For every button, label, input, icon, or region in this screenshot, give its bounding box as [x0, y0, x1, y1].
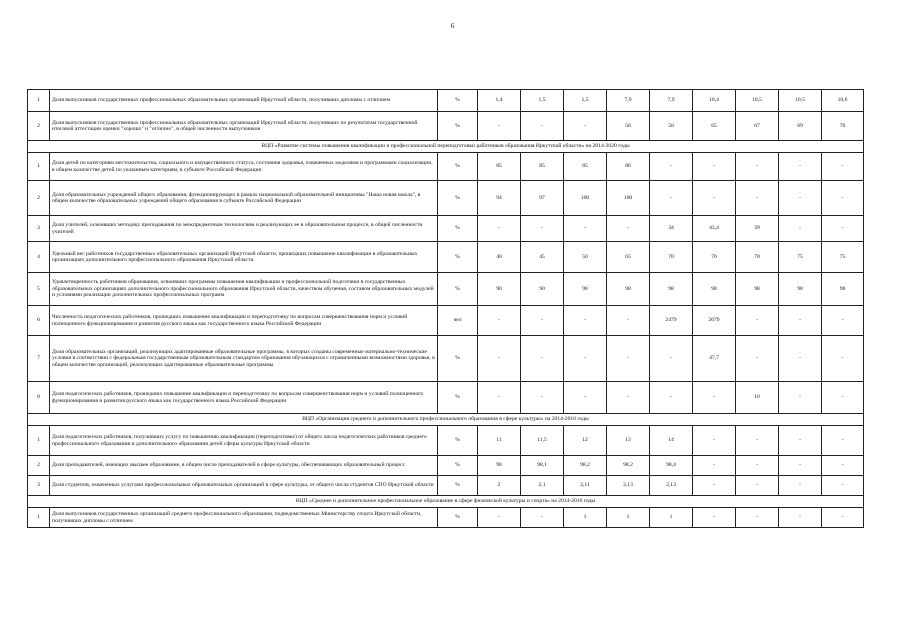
section-row: [28, 414, 864, 426]
value-cell: -: [822, 153, 864, 181]
value-cell: 97: [521, 181, 564, 216]
value-cell: -: [521, 112, 564, 141]
value-cell: 90: [521, 273, 564, 306]
value-cell: -: [822, 181, 864, 216]
table-row: [28, 216, 864, 242]
indicator-name: Удовлетворенность работников образования, освоивших программы повышения квалификации и профессиональной подготовки в государственных образовательных организациях дополнительного профессионального образования Иркутской области, качеством обучения, составом образовательных модулей и условиями реализации дополнительных профессиональных программ: [50, 273, 438, 306]
indicator-name: Численность педагогических работников, прошедших повышение квалификации и переподготовку по вопросам совершенствования норм и условий полноценного функционирования и развития русского языка как государственного языка Российской Федерации: [50, 306, 438, 336]
value-cell: -: [822, 382, 864, 414]
value-cell: 2479: [650, 306, 693, 336]
value-cell: 85: [478, 153, 521, 181]
value-cell: 85: [564, 153, 607, 181]
value-cell: 65: [693, 112, 736, 141]
value-cell: -: [822, 508, 864, 528]
value-cell: -: [521, 336, 564, 382]
table-row: [28, 242, 864, 273]
unit-cell: чел: [438, 306, 478, 336]
value-cell: -: [779, 508, 822, 528]
value-cell: 39: [736, 216, 779, 242]
value-cell: 100: [607, 181, 650, 216]
indicator-name: Доля выпускников государственных профессиональных образовательных организаций Иркутской области, получивших дипломы с отличием: [50, 90, 438, 112]
value-cell: -: [822, 216, 864, 242]
indicator-name: Доля образовательных учреждений общего образования, функционирующих в рамках национальной образовательной инициативы "Наша новая школа", в общем количестве образовательных учреждений общего образования в субъекте Российской Федерации: [50, 181, 438, 216]
row-number: 2: [28, 181, 50, 216]
value-cell: -: [478, 382, 521, 414]
value-cell: -: [779, 336, 822, 382]
value-cell: 10: [736, 382, 779, 414]
indicator-name: Доля педагогических работников, прошедших повышение квалификации и переподготовку по вопросам совершенствования норм и условий полноценного функционирования и развития русского языка как государственного языка Российской Федерации: [50, 382, 438, 414]
value-cell: 98: [650, 273, 693, 306]
value-cell: 98: [822, 273, 864, 306]
value-cell: -: [822, 476, 864, 496]
value-cell: 11,5: [521, 426, 564, 456]
value-cell: 2,13: [650, 476, 693, 496]
value-cell: 70: [650, 242, 693, 273]
value-cell: 1: [650, 508, 693, 528]
table-row: [28, 426, 864, 456]
table-row: [28, 273, 864, 306]
value-cell: -: [478, 306, 521, 336]
value-cell: 86: [607, 153, 650, 181]
table-row: [28, 508, 864, 528]
value-cell: 70: [822, 112, 864, 141]
unit-cell: %: [438, 153, 478, 181]
value-cell: 1,5: [564, 90, 607, 112]
value-cell: 70: [693, 242, 736, 273]
value-cell: 10,6: [822, 90, 864, 112]
value-cell: -: [650, 153, 693, 181]
value-cell: 70: [736, 242, 779, 273]
indicator-name: Доля детей по категориям местожительства, социального и имущественного статуса, состояния здоровья, охваченных моделями и программами социализации, в общем количестве детей по указанным категориям, в субъекте Российской Федерации: [50, 153, 438, 181]
unit-cell: %: [438, 181, 478, 216]
value-cell: -: [650, 336, 693, 382]
value-cell: 1,5: [521, 90, 564, 112]
value-cell: -: [693, 508, 736, 528]
value-cell: -: [822, 336, 864, 382]
row-number: 2: [28, 112, 50, 141]
row-number: 1: [28, 153, 50, 181]
value-cell: -: [478, 112, 521, 141]
section-row: [28, 141, 864, 153]
value-cell: -: [736, 476, 779, 496]
value-cell: -: [736, 153, 779, 181]
indicator-name: Доля образовательных организаций, реализующих адаптированные образовательные программы, в которых созданы современные материально-технические условия в соответствии с федеральным государственным образовательным стандартом образования обучающихся с ограниченными возможностями здоровья, в общем количестве организаций, реализующих адаптированные образовательные программы: [50, 336, 438, 382]
value-cell: -: [779, 456, 822, 476]
value-cell: 40: [478, 242, 521, 273]
value-cell: -: [779, 382, 822, 414]
row-number: 3: [28, 476, 50, 496]
row-number: 1: [28, 508, 50, 528]
row-number: 4: [28, 242, 50, 273]
value-cell: 45: [521, 242, 564, 273]
value-cell: 2679: [693, 306, 736, 336]
value-cell: -: [607, 306, 650, 336]
value-cell: 13: [607, 426, 650, 456]
value-cell: -: [693, 181, 736, 216]
value-cell: -: [736, 306, 779, 336]
unit-cell: %: [438, 273, 478, 306]
indicator-name: Доля педагогических работников, получивших услугу по повышению квалификации (переподготовке) от общего числа педагогических работников среднего профессионального образования и дополнительного образования детей сферы культуры Иркутской области: [50, 426, 438, 456]
table-row: [28, 90, 864, 112]
value-cell: -: [779, 476, 822, 496]
value-cell: 67: [736, 112, 779, 141]
section-title: ВЦП «Развитие системы повышения квалификации и профессиональной переподготовки работников образования Иркутской области» на 2014-2020 годы: [28, 141, 864, 153]
value-cell: 85: [521, 153, 564, 181]
value-cell: 1,4: [478, 90, 521, 112]
table-row: [28, 112, 864, 141]
value-cell: 7,9: [650, 90, 693, 112]
value-cell: -: [779, 153, 822, 181]
value-cell: 2,13: [607, 476, 650, 496]
value-cell: -: [607, 216, 650, 242]
value-cell: -: [607, 336, 650, 382]
value-cell: 98: [478, 456, 521, 476]
page-number: 6: [450, 22, 455, 30]
value-cell: -: [564, 336, 607, 382]
value-cell: 98: [607, 273, 650, 306]
value-cell: 2,11: [564, 476, 607, 496]
table-row: [28, 306, 864, 336]
row-number: 5: [28, 273, 50, 306]
table-row: [28, 336, 864, 382]
value-cell: -: [521, 216, 564, 242]
value-cell: -: [736, 508, 779, 528]
value-cell: 75: [779, 242, 822, 273]
row-number: 3: [28, 216, 50, 242]
value-cell: -: [693, 153, 736, 181]
value-cell: -: [478, 336, 521, 382]
row-number: 7: [28, 336, 50, 382]
value-cell: 90: [478, 273, 521, 306]
indicator-name: Доля выпускников государственных организаций среднего профессионального образования, подведомственных Министерству спорта Иркутской области, получивших дипломы с отличием: [50, 508, 438, 528]
value-cell: -: [779, 306, 822, 336]
value-cell: 1: [564, 508, 607, 528]
unit-cell: %: [438, 112, 478, 141]
unit-cell: %: [438, 476, 478, 496]
value-cell: -: [736, 426, 779, 456]
unit-cell: %: [438, 508, 478, 528]
value-cell: 14: [650, 426, 693, 456]
value-cell: 94: [478, 181, 521, 216]
indicator-name: Доля студентов, охваченных услугами профессиональных образовательных организаций в сфере культуры, от общего числа студентов СПО Иркутской области: [50, 476, 438, 496]
value-cell: 11: [478, 426, 521, 456]
value-cell: 43,4: [693, 216, 736, 242]
value-cell: 47,7: [693, 336, 736, 382]
section-row: [28, 496, 864, 508]
value-cell: 2,1: [521, 476, 564, 496]
row-number: 1: [28, 90, 50, 112]
value-cell: -: [564, 216, 607, 242]
value-cell: 1: [607, 508, 650, 528]
value-cell: -: [564, 382, 607, 414]
unit-cell: %: [438, 426, 478, 456]
value-cell: 98,2: [564, 456, 607, 476]
unit-cell: %: [438, 456, 478, 476]
value-cell: -: [693, 426, 736, 456]
value-cell: -: [736, 456, 779, 476]
indicator-name: Доля выпускников государственных профессиональных образовательных организаций Иркутской области, получивших по результатам государственной итоговой аттестации оценки "хорошо" и "отлично", в общей численности выпускников: [50, 112, 438, 141]
value-cell: -: [736, 336, 779, 382]
indicator-name: Доля преподавателей, имеющих высшее образование, в общем числе преподавателей в сфере культуры, обеспечивающих образовательный процесс: [50, 456, 438, 476]
value-cell: -: [564, 306, 607, 336]
value-cell: 2: [478, 476, 521, 496]
value-cell: -: [478, 216, 521, 242]
value-cell: 10,4: [693, 90, 736, 112]
value-cell: -: [779, 216, 822, 242]
value-cell: 75: [822, 242, 864, 273]
value-cell: 98,4: [650, 456, 693, 476]
indicator-name: Удельный вес работников государственных образовательных организаций Иркутской области, прошедших повышение квалификации в образовательных организациях дополнительного профессионального образования Иркутской области: [50, 242, 438, 273]
value-cell: -: [693, 476, 736, 496]
row-number: 1: [28, 426, 50, 456]
value-cell: -: [822, 426, 864, 456]
value-cell: -: [822, 456, 864, 476]
unit-cell: %: [438, 216, 478, 242]
value-cell: -: [736, 181, 779, 216]
section-title: ВЦП «Среднее и дополнительное профессиональное образование в сфере физической культуры и спорта» на 2014-2016 годы: [28, 496, 864, 508]
indicator-name: Доля учителей, освоивших методику преподавания по межпредметным технологиям и реализующих ее в образовательном процессе, в общей численности учителей: [50, 216, 438, 242]
value-cell: -: [521, 306, 564, 336]
value-cell: 69: [779, 112, 822, 141]
value-cell: -: [521, 382, 564, 414]
value-cell: 12: [564, 426, 607, 456]
unit-cell: %: [438, 382, 478, 414]
value-cell: 10,5: [736, 90, 779, 112]
table-row: [28, 382, 864, 414]
value-cell: -: [693, 382, 736, 414]
value-cell: 98,2: [607, 456, 650, 476]
row-number: 6: [28, 306, 50, 336]
value-cell: -: [779, 181, 822, 216]
value-cell: 7,9: [607, 90, 650, 112]
value-cell: 98,1: [521, 456, 564, 476]
value-cell: -: [650, 181, 693, 216]
value-cell: 98: [736, 273, 779, 306]
value-cell: 10,5: [779, 90, 822, 112]
value-cell: -: [779, 426, 822, 456]
unit-cell: %: [438, 242, 478, 273]
indicators-table: [27, 89, 864, 528]
table-row: [28, 153, 864, 181]
value-cell: 98: [693, 273, 736, 306]
value-cell: 65: [607, 242, 650, 273]
row-number: 2: [28, 456, 50, 476]
value-cell: -: [693, 456, 736, 476]
value-cell: -: [478, 508, 521, 528]
value-cell: -: [564, 112, 607, 141]
section-title: ВЦП «Организация среднего и дополнительного профессионального образования в сфере культуры» на 2014-2016 годы: [28, 414, 864, 426]
value-cell: 56: [607, 112, 650, 141]
value-cell: -: [650, 382, 693, 414]
table-row: [28, 456, 864, 476]
unit-cell: %: [438, 90, 478, 112]
value-cell: 34: [650, 216, 693, 242]
table-row: [28, 181, 864, 216]
value-cell: 58: [650, 112, 693, 141]
row-number: 8: [28, 382, 50, 414]
unit-cell: %: [438, 336, 478, 382]
value-cell: 98: [564, 273, 607, 306]
value-cell: -: [521, 508, 564, 528]
value-cell: 100: [564, 181, 607, 216]
table-row: [28, 476, 864, 496]
value-cell: 98: [779, 273, 822, 306]
value-cell: 50: [564, 242, 607, 273]
value-cell: -: [822, 306, 864, 336]
value-cell: -: [607, 382, 650, 414]
